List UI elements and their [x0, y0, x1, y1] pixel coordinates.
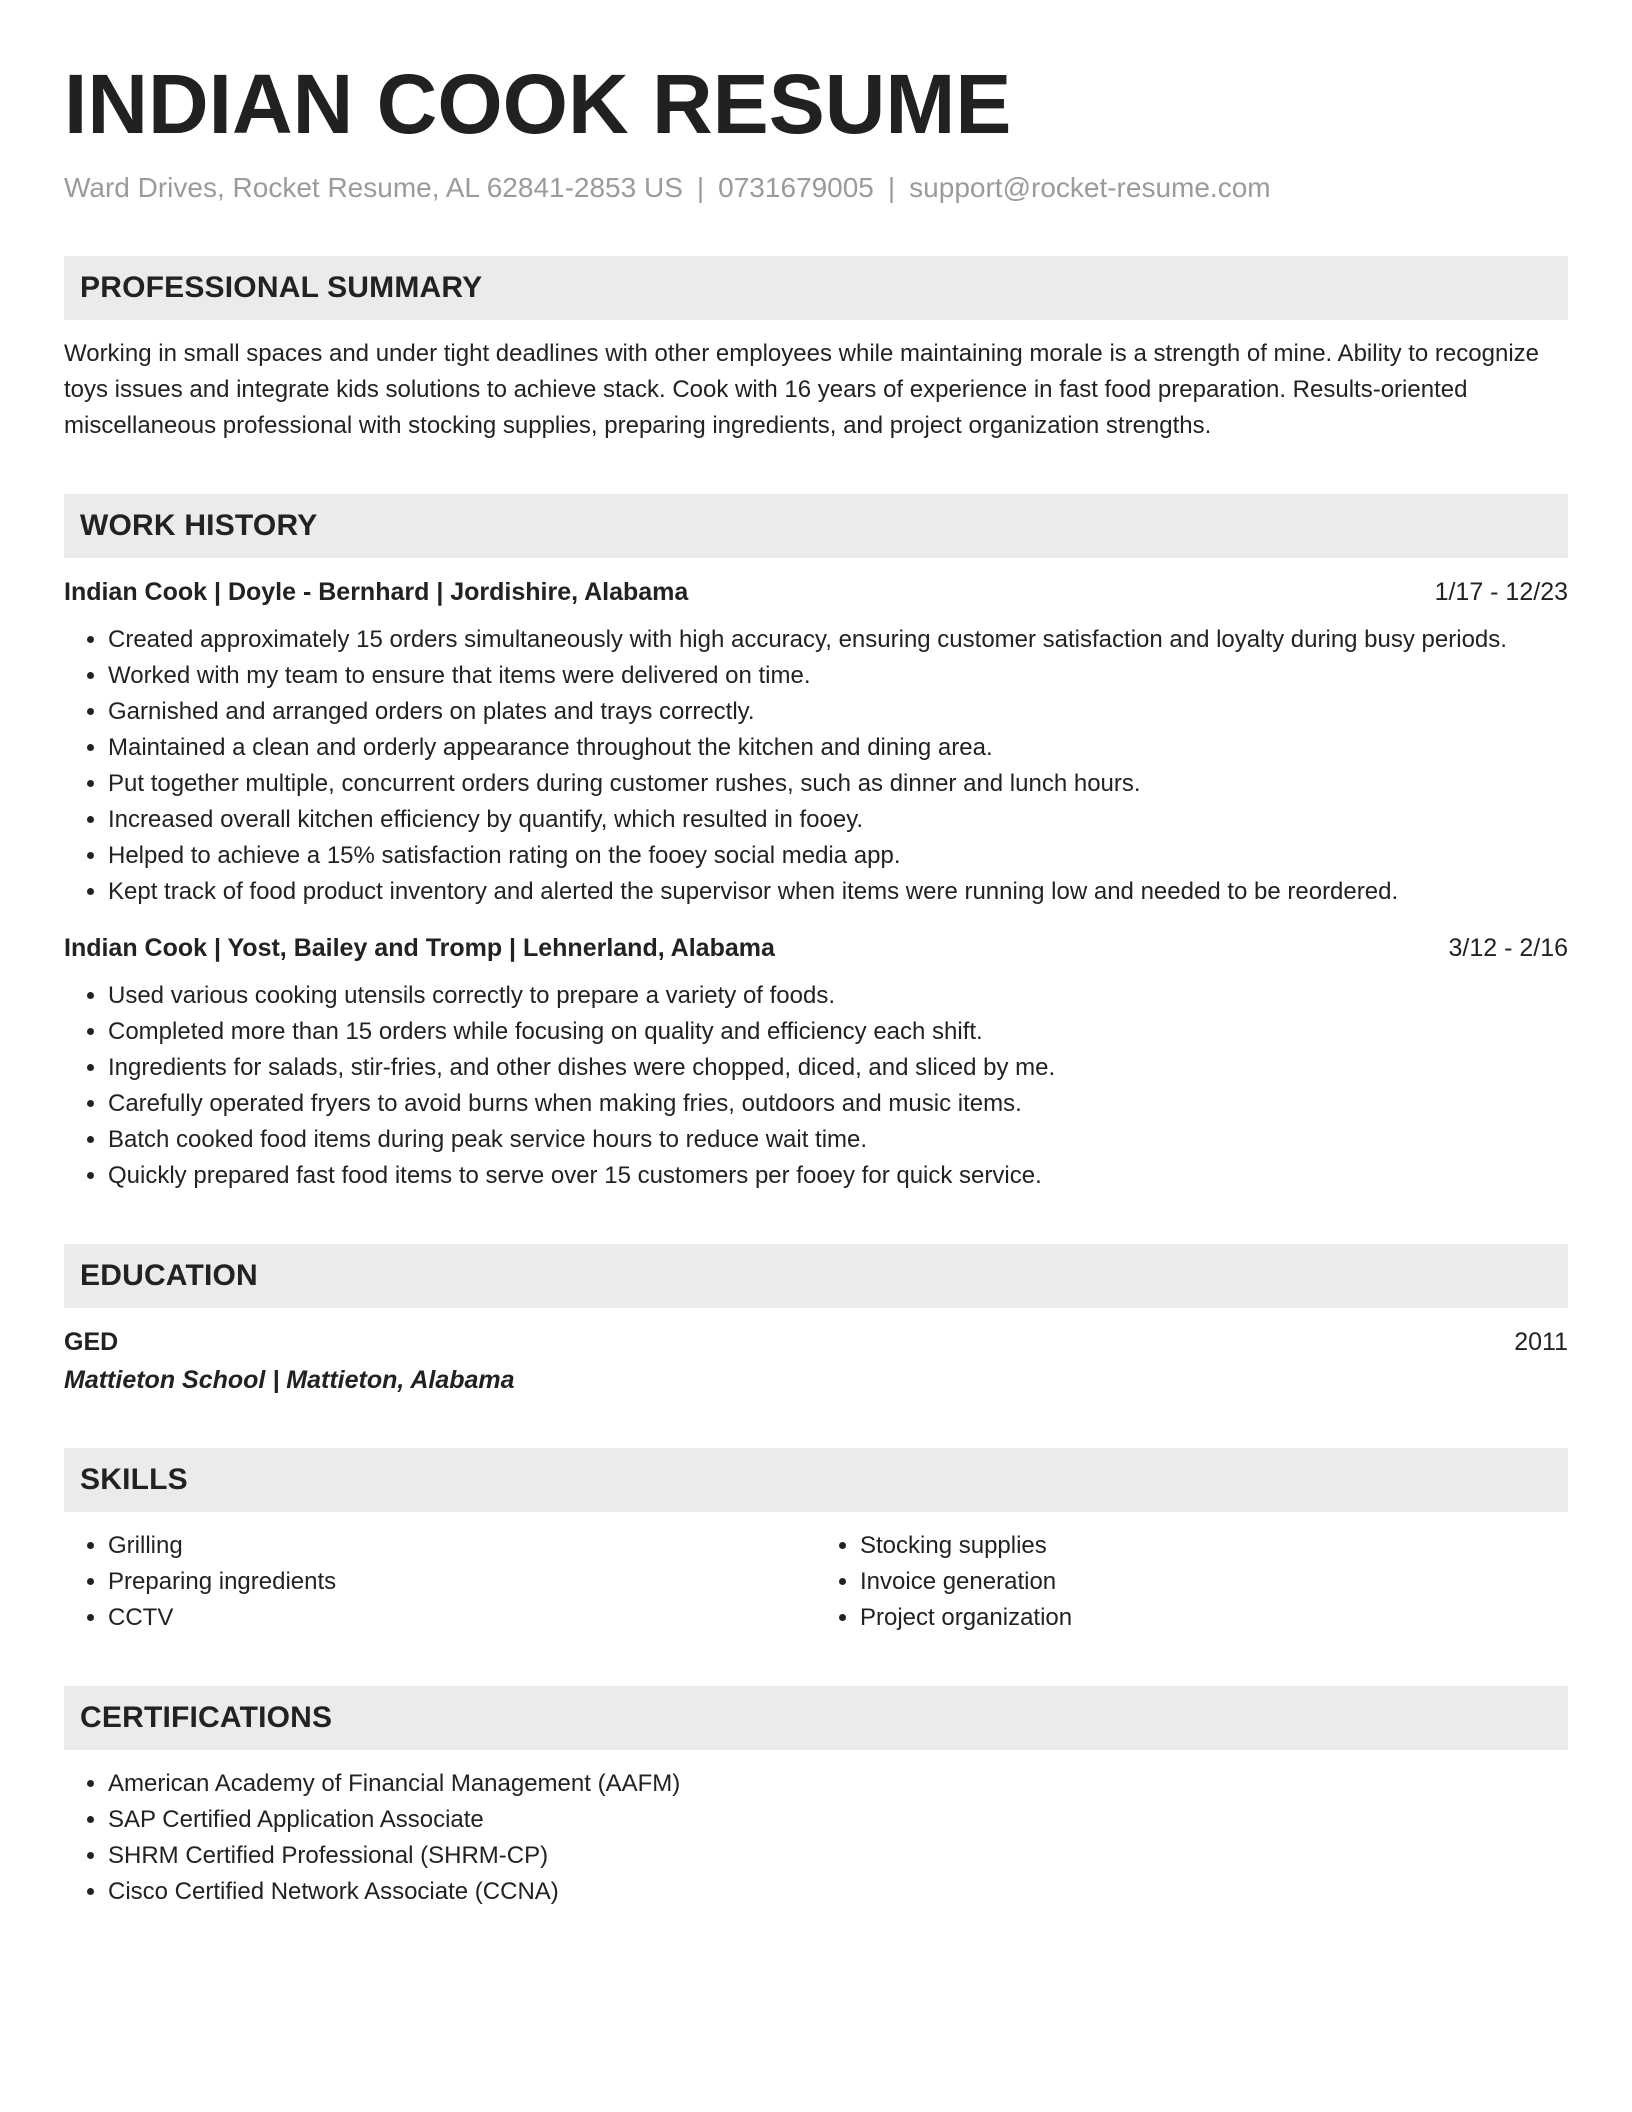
list-item: • CCTV [108, 1600, 816, 1636]
job-entry [64, 574, 1568, 910]
list-item: • Grilling [108, 1528, 816, 1564]
job-entry [64, 930, 1568, 1194]
job-title: Indian Cook | Yost, Bailey and Tromp | Lehnerland, Alabama [64, 934, 775, 962]
summary-text: Working in small spaces and under tight deadlines with other employees while maintaining morale is a strength of mine. Ability to recognize toys issues and integrate kids solutions to achieve stack. Cook with 16 years of experience in fast food preparation. Results-oriented miscellaneous professional with stocking supplies, preparing ingredients, and project organization strengths. [64, 340, 1539, 439]
skills-list [816, 1528, 1568, 1636]
education-degree: GED [64, 1328, 119, 1356]
list-item: • Maintained a clean and orderly appearance throughout the kitchen and dining area. [108, 730, 1568, 766]
skills-column-right [816, 1528, 1568, 1636]
list-item: • Helped to achieve a 15% satisfaction rating on the fooey social media app. [108, 838, 1568, 874]
job-dates: 1/17 - 12/23 [1434, 578, 1568, 606]
list-item: • Cisco Certified Network Associate (CCNA) [108, 1874, 1568, 1910]
job-header [64, 574, 1568, 610]
education-header [64, 1324, 1568, 1360]
skills-grid [64, 1528, 1568, 1636]
list-item: • Stocking supplies [860, 1528, 1568, 1564]
skills-column-left [64, 1528, 816, 1636]
list-item: • Quickly prepared fast food items to serve over 15 customers per fooey for quick service. [108, 1158, 1568, 1194]
list-item: • Used various cooking utensils correctly to prepare a variety of foods. [108, 978, 1568, 1014]
education-school: Mattieton School | Mattieton, Alabama [64, 1366, 515, 1394]
list-item: • Invoice generation [860, 1564, 1568, 1600]
list-item: • Increased overall kitchen efficiency by quantify, which resulted in fooey. [108, 802, 1568, 838]
section-heading-education: EDUCATION [64, 1244, 1568, 1308]
list-item: • American Academy of Financial Management (AAFM) [108, 1766, 1568, 1802]
job-title: Indian Cook | Doyle - Bernhard | Jordishire, Alabama [64, 578, 689, 606]
skills-list [64, 1528, 816, 1636]
contact-line [64, 170, 1568, 206]
list-item: • SAP Certified Application Associate [108, 1802, 1568, 1838]
job-bullets [64, 978, 1568, 1194]
list-item: • Worked with my team to ensure that items were delivered on time. [108, 658, 1568, 694]
separator: | [696, 172, 705, 203]
section-heading-summary: PROFESSIONAL SUMMARY [64, 256, 1568, 320]
section-heading-work-history: WORK HISTORY [64, 494, 1568, 558]
email: support@rocket-resume.com [909, 172, 1271, 203]
list-item: • Completed more than 15 orders while focusing on quality and efficiency each shift. [108, 1014, 1568, 1050]
list-item: • Ingredients for salads, stir-fries, and other dishes were chopped, diced, and sliced by me. [108, 1050, 1568, 1086]
education-year: 2011 [1514, 1328, 1568, 1356]
list-item: • Batch cooked food items during peak service hours to reduce wait time. [108, 1122, 1568, 1158]
list-item: • Kept track of food product inventory and alerted the supervisor when items were running low and needed to be reordered. [108, 874, 1568, 910]
list-item: • Carefully operated fryers to avoid burns when making fries, outdoors and music items. [108, 1086, 1568, 1122]
section-heading-skills: SKILLS [64, 1448, 1568, 1512]
list-item: • SHRM Certified Professional (SHRM-CP) [108, 1838, 1568, 1874]
job-dates: 3/12 - 2/16 [1448, 934, 1568, 962]
list-item: • Put together multiple, concurrent orders during customer rushes, such as dinner and lunch hours. [108, 766, 1568, 802]
list-item: • Created approximately 15 orders simultaneously with high accuracy, ensuring customer satisfaction and loyalty during busy periods. [108, 622, 1568, 658]
section-heading-certifications: CERTIFICATIONS [64, 1686, 1568, 1750]
list-item: • Preparing ingredients [108, 1564, 816, 1600]
job-header [64, 930, 1568, 966]
list-item: • Garnished and arranged orders on plates and trays correctly. [108, 694, 1568, 730]
separator: | [887, 172, 896, 203]
address: Ward Drives, Rocket Resume, AL 62841-2853 US [64, 172, 683, 203]
resume-title: INDIAN COOK RESUME [64, 57, 1012, 151]
certifications-list [64, 1766, 1568, 1910]
job-bullets [64, 622, 1568, 910]
phone: 0731679005 [718, 172, 874, 203]
list-item: • Project organization [860, 1600, 1568, 1636]
